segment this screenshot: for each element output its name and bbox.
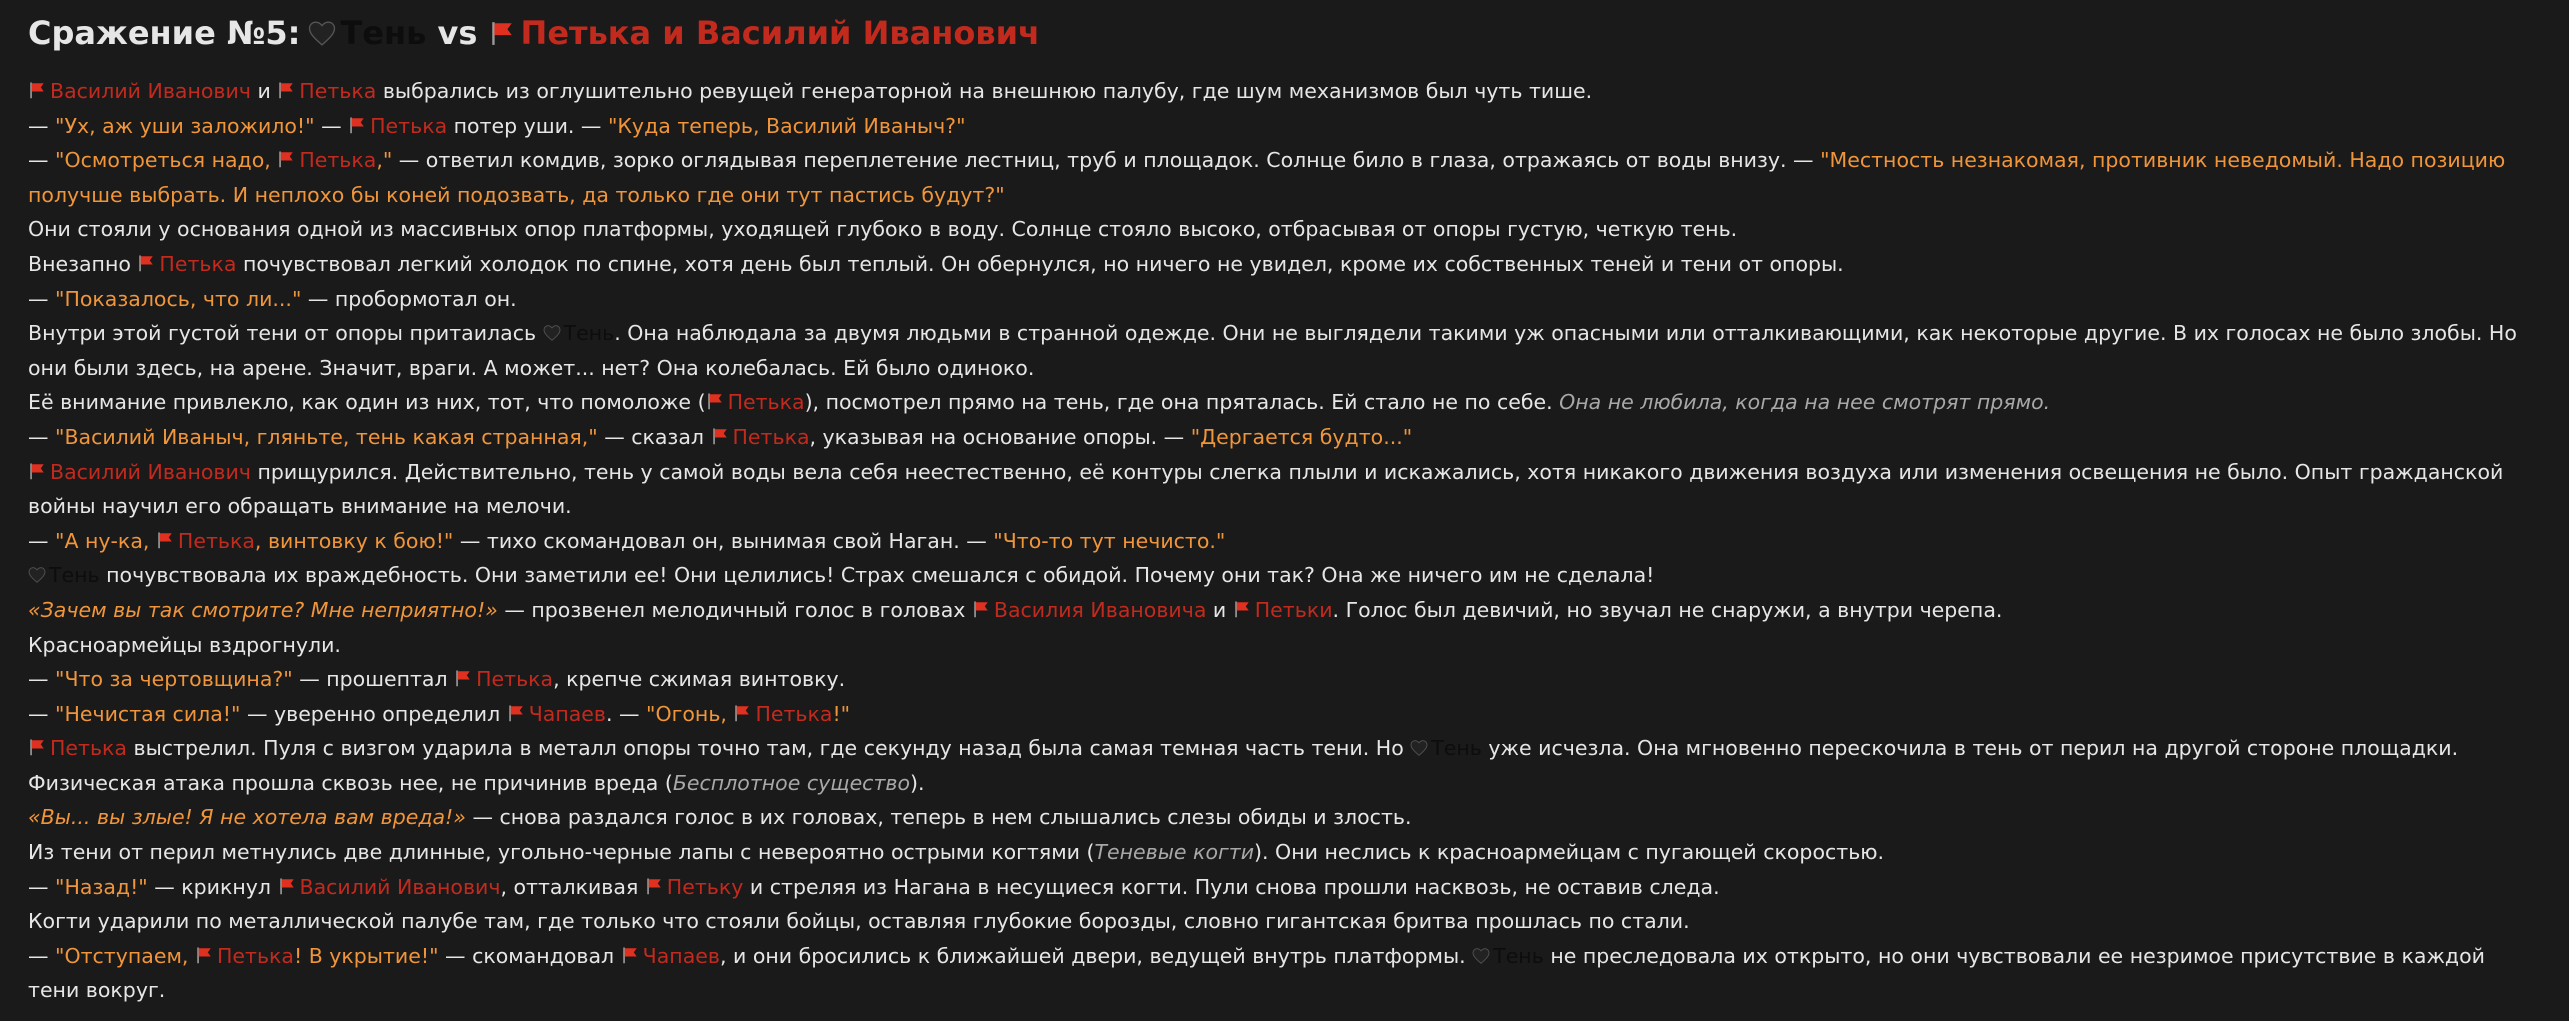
dialogue-text: "Огонь, [646,701,734,726]
italic-note: Бесплотное существо [672,770,911,795]
character-name: Петька [732,424,810,449]
narration-text: Из тени от перил метнулись две длинные, угольно-черные лапы с невероятно острыми когтями ( [28,840,1095,865]
dialogue-text: ," [376,148,393,173]
dialogue-text: ! В укрытие!" [293,943,439,968]
narration-text: Когти ударили по металлической палубе там, где только что стояли бойцы, оставляя глубокие борозды, словно гигантская бритва прошлась по стали. [28,909,1690,934]
character-name: Чапаев [642,943,720,968]
dialogue-text: "Что-то тут нечисто." [993,528,1226,553]
narration-text: — скомандовал [438,943,621,968]
narration-text: , крепче сжимая винтовку. [553,667,846,692]
character-name: Петька [299,79,377,103]
story-paragraph [28,316,2541,385]
narration-text: — прошептал [292,667,455,692]
side-b-name: Петька и Василий Иванович [520,14,1040,52]
red-flag-icon [706,392,724,410]
story-paragraph [28,143,2541,212]
black-heart-icon [28,567,46,583]
narration-text: и стреляя из Нагана в несущиеся когти. Пули снова прошли насквозь, не оставив следа. [743,874,1720,899]
battle-title [28,14,2541,52]
dialogue-text: "Отступаем, [55,943,195,968]
character-name: Петьки [1254,597,1333,622]
narration-text: ). Они неслись к красноармейцам с пугающей скоростью. [1254,840,1885,865]
character-name: Петька [216,943,294,968]
narration-text: . Голос был девичий, но звучал не снаружи, а внутри черепа. [1332,597,2003,622]
dialogue-text: "Показалось, что ли..." [55,286,302,311]
dialogue-text: "Куда теперь, Василий Иваныч?" [607,113,966,138]
red-flag-icon [1233,600,1251,618]
narration-text: — пробормотал он. [301,286,517,311]
narration-text: ). [910,770,925,795]
narration-text: Они стояли у основания одной из массивных опор платформы, уходящей глубоко в воду. Солнце стояло высоко, отбрасывая от опоры густую, четкую тень. [28,217,1738,242]
character-name: Петька [476,667,554,692]
character-name: Петька [299,148,377,173]
red-flag-icon [28,81,46,99]
italic-note: Теневые когти [1094,840,1255,865]
dialogue-text: "Дергается будто..." [1190,424,1413,449]
red-flag-icon [277,81,295,99]
narration-text: — [28,528,56,553]
narration-text: — [28,113,56,138]
story-paragraph [28,939,2541,1008]
telepathic-speech: «Вы... вы злые! Я не хотела вам вреда!» [28,805,466,830]
character-name: Петька [755,701,833,726]
red-flag-icon [733,704,751,722]
black-heart-icon [1472,948,1490,964]
story-paragraph [28,74,2541,109]
red-flag-icon [278,877,296,895]
narration-text: уже исчезла. Она мгновенно перескочила в тень от перил на другой стороне площадки. Физическая атака прошла сквозь нее, не причинив вреда ( [28,736,2459,795]
red-flag-icon [156,531,174,549]
story-paragraph [28,904,2541,939]
black-heart-icon [1410,740,1428,756]
character-name: Петька [727,390,805,415]
red-flag-icon [454,669,472,687]
dialogue-text: "Василий Иваныч, гляньте, тень какая странная," [55,424,598,449]
narration-text: — [28,667,56,692]
narration-text: — [28,874,56,899]
story-paragraph [28,524,2541,559]
story-paragraph [28,247,2541,282]
dialogue-text: !" [832,701,851,726]
dialogue-text: "Нечистая сила!" [55,701,241,726]
narration-text: и [250,79,278,103]
narration-text: — [28,148,56,173]
red-flag-icon [277,150,295,168]
character-name: Чапаев [528,701,606,726]
story-paragraph [28,593,2541,628]
narration-text: — прозвенел мелодичный голос в головах [497,597,972,622]
black-heart-icon [543,325,561,341]
dialogue-text: "Что за чертовщина?" [55,667,293,692]
narration-text: — тихо скомандовал он, вынимая свой Наган. — [453,528,994,553]
dialogue-text: "Назад!" [55,874,148,899]
character-name: Петька [50,736,127,761]
side-a-name: Тень [340,14,427,52]
story-paragraph [28,212,2541,247]
red-flag-icon [137,254,155,272]
narration-text: — крикнул [147,874,278,899]
narration-text: , и они бросились к ближайшей двери, ведущей внутрь платформы. [719,943,1473,968]
narration-text: выстрелил. Пуля с визгом ударила в металл опоры точно там, где секунду назад была самая темная часть тени. Но [127,736,1411,761]
red-flag-icon [348,116,366,134]
dialogue-text: "Ух, аж уши заложило!" [55,113,315,138]
italic-note: Она не любила, когда на нее смотрят прямо. [1559,390,2051,415]
narration-text: Внезапно [28,251,138,276]
shadow-name: Тень [1431,736,1482,761]
vs-label: vs [437,14,478,52]
dialogue-text: "Местность незнакомая, противник неведомый. Надо позицию получше выбрать. И неплохо бы коней подозвать, да только где они тут пастись будут?" [28,148,2506,207]
red-flag-icon [621,946,639,964]
red-flag-icon [28,738,46,756]
story-paragraph [28,800,2541,835]
narration-text: прищурился. Действительно, тень у самой воды вела себя неестественно, её контуры слегка плыли и искажались, хотя никакого движения воздуха или изменения освещения не было. Опыт гражданской войны научил его обращать внимание на мелочи. [28,459,2504,519]
battle-story [28,74,2541,1008]
narration-text: — [28,943,56,968]
story-paragraph [28,282,2541,317]
black-heart-icon [308,21,336,46]
narration-text: Красноармейцы вздрогнули. [28,632,341,657]
narration-text: и [1206,597,1233,622]
story-paragraph [28,835,2541,870]
red-flag-icon [507,704,525,722]
story-paragraph [28,385,2541,420]
narration-text: почувствовала их враждебность. Они заметили ее! Они целились! Страх смешался с обидой. Почему они так? Она же ничего им не сделала! [99,563,1655,588]
character-name: Василий Иванович [299,874,501,899]
narration-text: выбрались из оглушительно ревущей генераторной на внешнюю палубу, где шум механизмов был чуть тише. [376,79,1593,103]
story-paragraph [28,870,2541,905]
battle-title-prefix: Сражение №5: [28,14,301,52]
narration-text: , отталкивая [500,874,645,899]
character-name: Петька [370,113,448,138]
character-name: Василий Иванович [50,459,251,484]
story-paragraph [28,697,2541,732]
story-paragraph [28,662,2541,697]
red-flag-icon [28,462,46,480]
narration-text: . — [605,701,647,726]
narration-text: — уверенно определил [240,701,507,726]
narration-text: — [28,424,56,449]
narration-text: . Она наблюдала за двумя людьми в странной одежде. Они не выглядели такими уж опасными или отталкивающими, как некоторые другие. В их голосах не было злобы. Но они были здесь, на арене. Значит, враги. А может... нет? Она колебалась. Ей было одиноко. [28,321,2517,380]
narration-text: потер уши. — [447,113,608,138]
dialogue-text: "А ну-ка, [55,528,156,553]
narration-text: не преследовала их открыто, но они чувствовали ее незримое присутствие в каждой тени вокруг. [28,943,2485,1003]
character-name: Петька [177,528,255,553]
narration-text: , указывая на основание опоры. — [809,424,1191,449]
story-paragraph [28,558,2541,593]
character-name: Василия Ивановича [993,597,1207,622]
red-flag-icon [645,877,663,895]
story-paragraph [28,109,2541,144]
story-paragraph [28,455,2541,524]
dialogue-text: , винтовку к бою!" [254,528,454,553]
narration-text: ), посмотрел прямо на тень, где она пряталась. Ей стало не по себе. [804,390,1560,415]
character-name: Петьку [666,874,744,899]
narration-text: — [314,113,349,138]
red-flag-icon [489,20,515,46]
story-paragraph [28,420,2541,455]
shadow-name: Тень [49,563,100,588]
shadow-name: Тень [563,321,615,346]
shadow-name: Тень [1493,943,1544,968]
dialogue-text: "Осмотреться надо, [55,148,278,173]
narration-text: — [28,701,56,726]
narration-text: почувствовал легкий холодок по спине, хотя день был теплый. Он обернулся, но ничего не увидел, кроме их собственных теней и тени от опоры. [236,251,1844,276]
narration-text: — снова раздался голос в их головах, теперь в нем слышались слезы обиды и злость. [465,805,1412,830]
story-paragraph [28,628,2541,663]
telepathic-speech: «Зачем вы так смотрите? Мне неприятно!» [28,597,498,622]
red-flag-icon [972,600,990,618]
character-name: Василий Иванович [50,79,251,103]
red-flag-icon [195,946,213,964]
narration-text: Её внимание привлекло, как один из них, тот, что помоложе ( [28,390,706,415]
narration-text: — ответил комдив, зорко оглядывая переплетение лестниц, труб и площадок. Солнце било в глаза, отражаясь от воды внизу. — [392,148,1821,173]
narration-text: Внутри этой густой тени от опоры притаилась [28,321,543,346]
narration-text: — сказал [597,424,711,449]
narration-text: — [28,286,56,311]
red-flag-icon [711,427,729,445]
story-paragraph [28,731,2541,800]
character-name: Петька [159,251,237,276]
